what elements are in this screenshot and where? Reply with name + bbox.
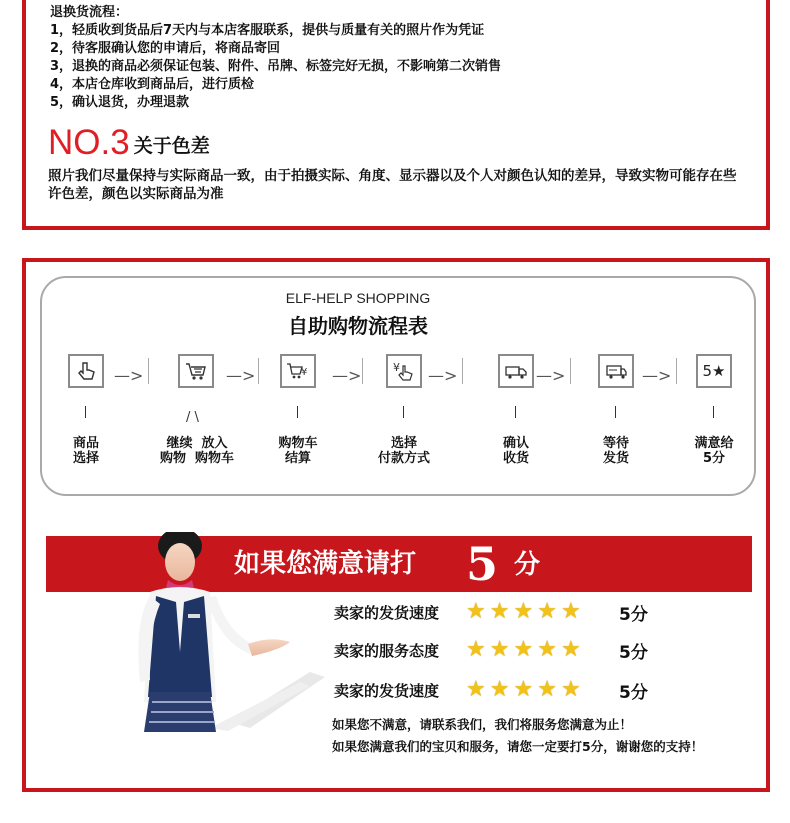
flow-step-label: 选择 付款方式 [377,436,430,466]
star-icon: ★ [560,677,581,702]
shopping-flow-box [40,276,756,496]
return-step: 4，本店仓库收到商品后，进行质检 [50,77,255,92]
truck-send-icon [598,354,634,388]
flow-step [684,354,744,504]
step-tick [615,406,616,418]
flow-step-label: 购物车 结算 [278,436,318,466]
arrow-right-icon: —> [536,366,566,385]
star-icon: ★ [489,637,510,662]
rating-row [334,598,648,626]
divider [570,358,571,384]
star-icon: ★ [466,637,486,662]
divider [362,358,363,384]
rating-score: 5分 [619,604,648,625]
flow-step-label: 确认 收货 [502,436,529,466]
flow-step-label: 等待 发货 [602,436,629,466]
divider [676,358,677,384]
flow-step [159,354,235,504]
step-tick [403,406,404,418]
rating-label: 卖家的发货速度 [334,681,440,700]
flow-step [586,354,646,504]
rating-label: 卖家的服务态度 [334,641,440,660]
arrow-right-icon: —> [428,366,458,385]
banner-text: 如果您满意请打 [234,549,417,579]
rating-score: 5分 [619,642,648,663]
star-icon: ★ [537,599,557,624]
five-star-text: 5★ [702,362,726,380]
star-rating [466,679,611,701]
color-difference-text: 照片我们尽量保持与实际商品一致，由于拍摄实际、角度、显示器以及个人对颜色认知的差异，导致实物可能存在些许色差，颜色以实际商品为准 [48,168,737,202]
divider [258,358,259,384]
arrow-right-icon: —> [226,366,256,385]
color-section-heading [48,122,210,162]
rating-score: 5分 [619,682,648,703]
star-icon: ★ [489,599,510,624]
five-star-icon [696,354,732,388]
step-tick [713,406,714,418]
rating-label: 卖家的发货速度 [334,603,440,622]
flow-step-label: 满意给 5分 [694,436,734,466]
arrow-right-icon: —> [114,366,144,385]
star-icon: ★ [466,599,486,624]
star-icon: ★ [489,677,510,702]
arrow-right-icon: —> [332,366,362,385]
star-icon: ★ [537,677,557,702]
customer-service-attendant-image [110,532,330,732]
return-process-title: 退换货流程： [50,5,129,20]
return-step: 5，确认退货，办理退款 [50,95,190,110]
flow-step-label: 商品 选择 [72,436,99,466]
return-step: 3，退换的商品必须保证包装、附件、吊牌、标签完好无损，不影响第二次销售 [50,59,502,74]
closing-text-unsatisfied: 如果您不满意，请联系我们，我们将服务您满意为止！ [332,717,633,732]
flow-step [56,354,116,504]
banner-unit: 分 [514,550,541,580]
star-icon: ★ [537,637,557,662]
rating-row [334,636,648,664]
closing-text-satisfied: 如果您满意我们的宝贝和服务，请您一定要打5分，谢谢您的支持！ [332,739,704,754]
return-steps-list [50,22,501,112]
hand-pointer-icon [68,354,104,388]
flow-title-cn: 自助购物流程表 [288,314,428,338]
section-number-tag: NO.3 [48,123,130,162]
shopping-flow-panel [22,258,770,792]
rating-row [334,676,648,704]
arrow-right-icon: —> [642,366,672,385]
star-icon: ★ [513,677,534,702]
step-tick [297,406,298,418]
return-step: 1，轻质收到货品后7天内与本店客服联系，提供与质量有关的照片作为凭证 [50,23,485,38]
svg-text:¥: ¥ [301,367,308,378]
step-tick [515,406,516,418]
flow-title-en: ELF-HELP SHOPPING [285,290,431,306]
star-icon: ★ [513,637,534,662]
color-section-title: 关于色差 [133,135,210,157]
flow-step [268,354,328,504]
star-rating [466,639,611,661]
delivery-truck-icon [498,354,534,388]
return-policy-panel [22,0,770,230]
flow-step-label: 继续 放入 购物 购物车 [159,436,235,466]
star-icon: ★ [560,637,581,662]
banner-number: 5 [466,537,499,591]
star-icon: ★ [560,599,581,624]
star-rating [466,601,611,623]
step-tick [85,406,86,418]
cart-yen-icon [280,354,316,388]
svg-text:¥: ¥ [393,361,400,374]
yen-payment-icon [386,354,422,388]
shopping-cart-icon [178,354,214,388]
return-step: 2，待客服确认您的申请后，将商品寄回 [50,41,281,56]
branch-mark: / \ [186,410,199,425]
divider [462,358,463,384]
flow-step [374,354,434,504]
star-icon: ★ [513,599,534,624]
star-icon: ★ [466,677,486,702]
divider [148,358,149,384]
